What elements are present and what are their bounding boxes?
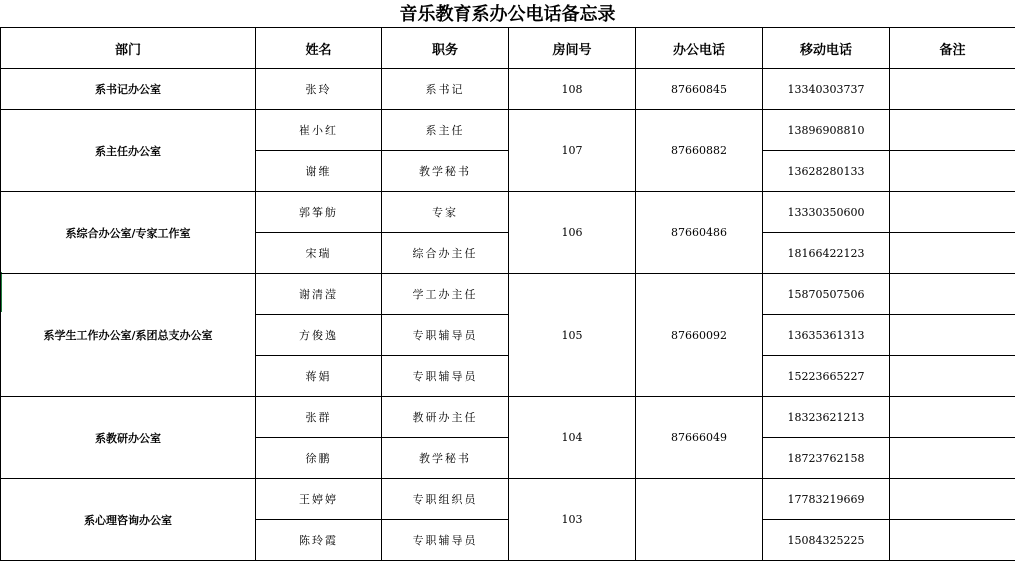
position-cell[interactable]: 专职辅导员 [382, 356, 509, 397]
position-cell[interactable]: 综合办主任 [382, 233, 509, 274]
dept-cell[interactable]: 系综合办公室/专家工作室 [1, 192, 256, 274]
mobile-cell[interactable]: 15223665227 [763, 356, 890, 397]
office-phone-cell[interactable]: 87666049 [636, 397, 763, 479]
table-row [1, 110, 1015, 151]
office-phone-cell[interactable]: 87660486 [636, 192, 763, 274]
name-cell[interactable]: 谢清滢 [256, 274, 382, 315]
header-name[interactable]: 姓名 [256, 28, 382, 69]
note-cell[interactable] [890, 69, 1015, 110]
office-phone-cell[interactable]: 87660882 [636, 110, 763, 192]
mobile-cell[interactable]: 18323621213 [763, 397, 890, 438]
name-cell[interactable]: 徐鹏 [256, 438, 382, 479]
mobile-cell[interactable]: 17783219669 [763, 479, 890, 520]
table-row [1, 479, 1015, 520]
room-cell[interactable]: 105 [509, 274, 636, 397]
name-cell[interactable]: 张玲 [256, 69, 382, 110]
position-cell[interactable]: 教学秘书 [382, 151, 509, 192]
position-cell[interactable]: 专职辅导员 [382, 520, 509, 561]
dept-cell[interactable]: 系学生工作办公室/系团总支办公室 [1, 274, 256, 397]
name-cell[interactable]: 蒋娟 [256, 356, 382, 397]
note-cell[interactable] [890, 479, 1015, 520]
header-dept[interactable]: 部门 [1, 28, 256, 69]
sheet-title: 音乐教育系办公电话备忘录 [0, 0, 1015, 27]
office-phone-cell[interactable] [636, 479, 763, 561]
position-cell[interactable]: 专职辅导员 [382, 315, 509, 356]
note-cell[interactable] [890, 438, 1015, 479]
mobile-cell[interactable]: 15084325225 [763, 520, 890, 561]
name-cell[interactable]: 郭筝舫 [256, 192, 382, 233]
position-cell[interactable]: 学工办主任 [382, 274, 509, 315]
position-cell[interactable]: 教学秘书 [382, 438, 509, 479]
name-cell[interactable]: 陈玲霞 [256, 520, 382, 561]
name-cell[interactable]: 谢维 [256, 151, 382, 192]
position-cell[interactable]: 教研办主任 [382, 397, 509, 438]
mobile-cell[interactable]: 15870507506 [763, 274, 890, 315]
table-row [1, 192, 1015, 233]
note-cell[interactable] [890, 315, 1015, 356]
position-cell[interactable]: 专职组织员 [382, 479, 509, 520]
mobile-cell[interactable]: 13896908810 [763, 110, 890, 151]
mobile-cell[interactable]: 13330350600 [763, 192, 890, 233]
note-cell[interactable] [890, 192, 1015, 233]
table-row [1, 69, 1015, 110]
phone-memo-table [0, 27, 1015, 561]
position-cell[interactable]: 系主任 [382, 110, 509, 151]
mobile-cell[interactable]: 13635361313 [763, 315, 890, 356]
mobile-cell[interactable]: 13340303737 [763, 69, 890, 110]
office-phone-cell[interactable]: 87660845 [636, 69, 763, 110]
mobile-cell[interactable]: 18166422123 [763, 233, 890, 274]
header-position[interactable]: 职务 [382, 28, 509, 69]
header-note[interactable]: 备注 [890, 28, 1015, 69]
header-office-phone[interactable]: 办公电话 [636, 28, 763, 69]
dept-cell[interactable]: 系心理咨询办公室 [1, 479, 256, 561]
note-cell[interactable] [890, 151, 1015, 192]
office-phone-cell[interactable]: 87660092 [636, 274, 763, 397]
header-room[interactable]: 房间号 [509, 28, 636, 69]
room-cell[interactable]: 104 [509, 397, 636, 479]
position-cell[interactable]: 专家 [382, 192, 509, 233]
room-cell[interactable]: 103 [509, 479, 636, 561]
name-cell[interactable]: 宋瑞 [256, 233, 382, 274]
table-row [1, 397, 1015, 438]
table-body [1, 69, 1015, 561]
room-cell[interactable]: 107 [509, 110, 636, 192]
position-cell[interactable]: 系书记 [382, 69, 509, 110]
mobile-cell[interactable]: 13628280133 [763, 151, 890, 192]
dept-cell[interactable]: 系教研办公室 [1, 397, 256, 479]
name-cell[interactable]: 王婷婷 [256, 479, 382, 520]
mobile-cell[interactable]: 18723762158 [763, 438, 890, 479]
note-cell[interactable] [890, 110, 1015, 151]
dept-cell[interactable]: 系主任办公室 [1, 110, 256, 192]
note-cell[interactable] [890, 356, 1015, 397]
note-cell[interactable] [890, 233, 1015, 274]
header-mobile[interactable]: 移动电话 [763, 28, 890, 69]
name-cell[interactable]: 崔小红 [256, 110, 382, 151]
name-cell[interactable]: 方俊逸 [256, 315, 382, 356]
table-row [1, 274, 1015, 315]
note-cell[interactable] [890, 274, 1015, 315]
note-cell[interactable] [890, 397, 1015, 438]
room-cell[interactable]: 106 [509, 192, 636, 274]
header-row [1, 28, 1015, 69]
room-cell[interactable]: 108 [509, 69, 636, 110]
dept-cell[interactable]: 系书记办公室 [1, 69, 256, 110]
name-cell[interactable]: 张群 [256, 397, 382, 438]
note-cell[interactable] [890, 520, 1015, 561]
